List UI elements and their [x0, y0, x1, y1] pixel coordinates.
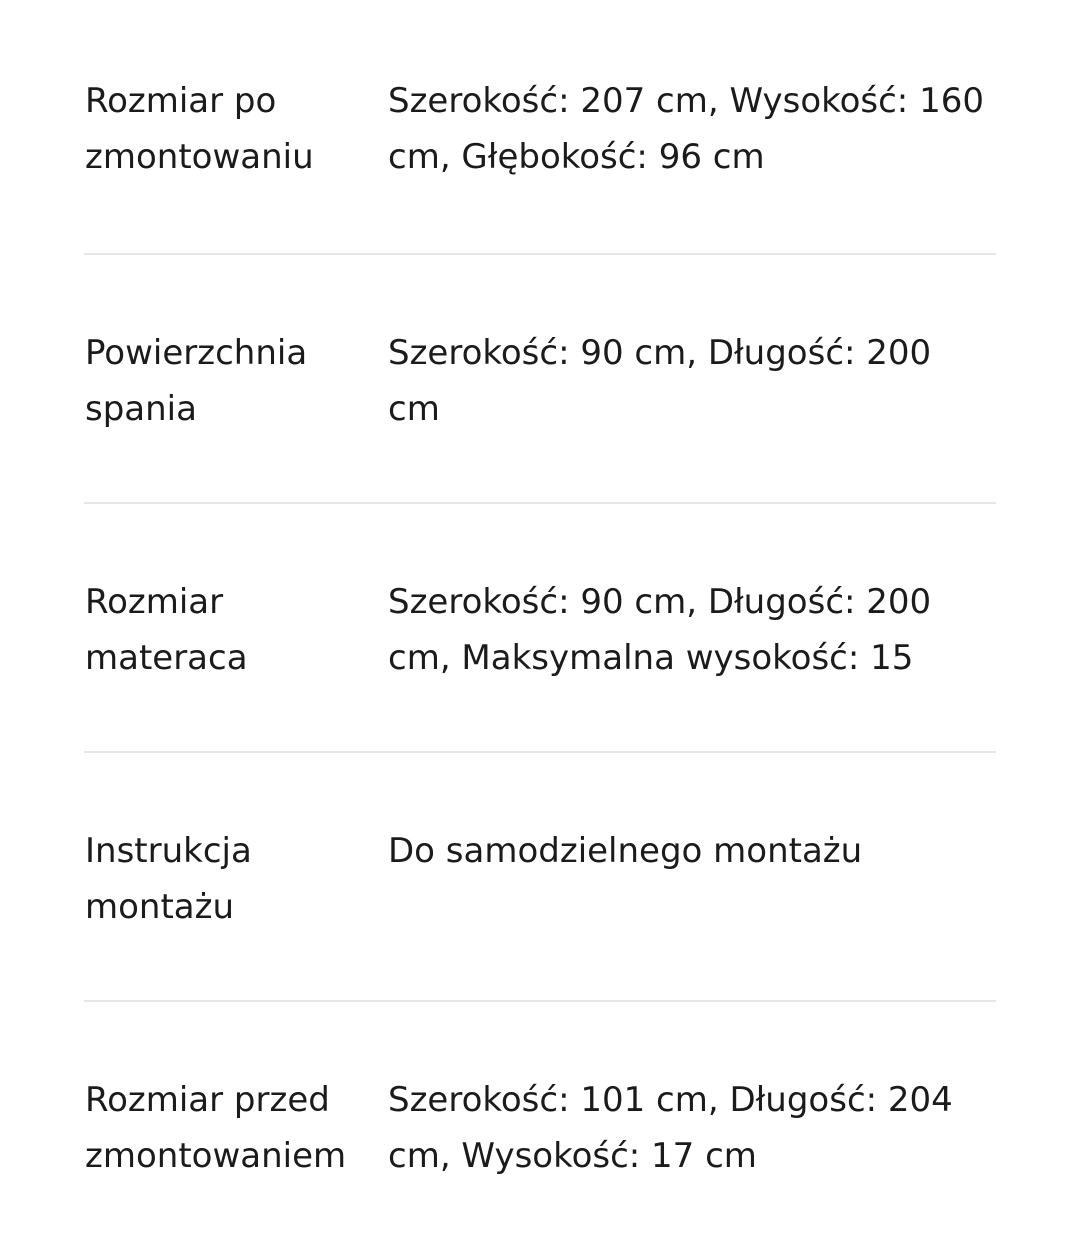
spec-label-packaged-size: Rozmiar przed zmontowaniem [85, 1080, 347, 1176]
spec-label-assembly-instructions: Instrukcja montażu [85, 831, 252, 927]
spec-value-packaged-size: Szerokość: 101 cm, Długość: 204 cm, Wysokość: 17 cm [388, 1080, 953, 1176]
spec-value-mattress-size: Szerokość: 90 cm, Długość: 200 cm, Maksymalna wysokość: 15 [388, 582, 932, 678]
spec-value-assembly-instructions: Do samodzielnego montażu [388, 831, 863, 871]
spec-label-assembled-size: Rozmiar po zmontowaniu [85, 81, 314, 177]
product-specifications-list [84, 0, 996, 1249]
spec-label-sleeping-area: Powierzchnia spania [85, 333, 308, 429]
spec-label-mattress-size: Rozmiar materaca [85, 582, 248, 678]
spec-row-mattress-size [84, 502, 996, 751]
spec-row-sleeping-area [84, 253, 996, 502]
spec-row-assembly-instructions [84, 751, 996, 1000]
spec-row-assembled-size [84, 0, 996, 253]
spec-row-packaged-size [84, 1000, 996, 1249]
spec-value-assembled-size: Szerokość: 207 cm, Wysokość: 160 cm, Głębokość: 96 cm [388, 81, 984, 177]
spec-value-sleeping-area: Szerokość: 90 cm, Długość: 200 cm [388, 333, 932, 429]
